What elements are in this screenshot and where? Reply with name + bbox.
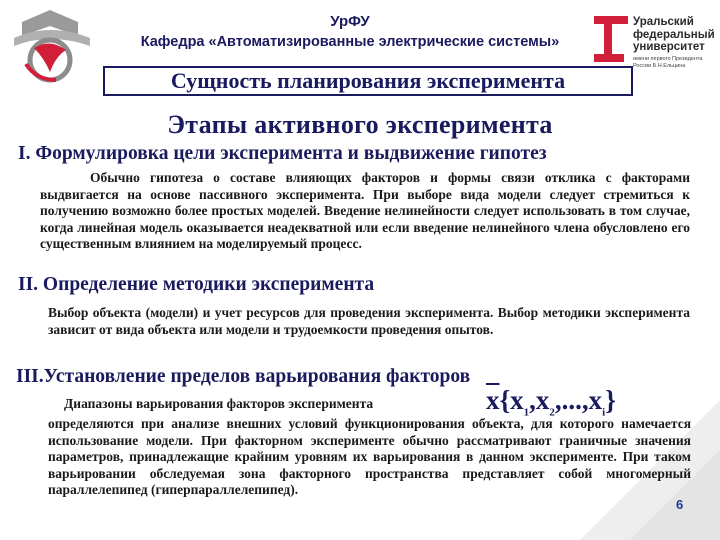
urfu-line-2: федеральный (633, 28, 715, 41)
department-logo (6, 8, 98, 86)
header-text (100, 12, 600, 52)
formula-dots: ,..., (554, 385, 589, 415)
section-2-text: Выбор объекта (модели) и учет ресурсов для проведения эксперимента. Выбор методики эксперимента зависит от вида объекта или модели и трудоемкости проведения опытов. (48, 305, 690, 337)
header-department: Кафедра «Автоматизированные электрические системы» (140, 34, 560, 50)
section-3-lead: Диапазоны варьирования факторов эксперимента (64, 396, 374, 411)
page-number: 6 (676, 497, 684, 512)
formula-close: } (605, 385, 616, 415)
urfu-subtitle-2: России Б.Н.Ельцина (633, 62, 686, 69)
urfu-wordmark (633, 16, 715, 70)
slide-title: Сущность планирования эксперимента (170, 68, 566, 93)
formula-var: $\overline{x}$ (486, 385, 500, 415)
formula-xn: x (588, 385, 603, 415)
formula-s2: 2 (549, 406, 555, 419)
urfu-line-3: университет (633, 41, 705, 53)
header-org-abbrev: УрФУ (330, 13, 370, 30)
section-1-heading: I. Формулировка цели эксперимента и выдвижение гипотез (18, 143, 547, 164)
slide-title-box (103, 66, 633, 96)
factor-range-formula: $\overline{x}\{x_1,x_2,...,x_i\}$ (486, 385, 616, 419)
formula-s1: 1 (523, 406, 530, 419)
urfu-line-1: Уральский (633, 16, 694, 28)
section-3-heading: III.Установление пределов варьирования факторов (16, 366, 471, 387)
urfu-subtitle-1: имени первого Президента (633, 55, 703, 62)
stages-heading: Этапы активного эксперимента (167, 110, 553, 139)
formula-open: { (499, 385, 511, 415)
section-2-heading: II. Определение методики эксперимента (18, 274, 375, 295)
formula-x1: x (510, 385, 524, 415)
formula-sn: i (602, 406, 606, 419)
formula-x2: x (535, 385, 550, 415)
section-1-text: Обычно гипотеза о составе влияющих факторов и формы связи отклика с факторами выдвигается на основе пассивного эксперимента. При выборе вида модели следует стремиться к получению возможно более простых моделей. Введение нелинейности следует использовать в том случае, когда линейная модель оказывается неадекватной или если введение нелинейного члена обусловлено его существенным влиянием на моделируемый процесс. (40, 170, 690, 251)
section-3-text: определяются при анализе внешних условий функционирования объекта, для которого намечается использование модели. При факторном эксперименте обычно рассматривают граничные значения параметров, принадлежащие крайним уровням их варьирования в данном эксперименте. При таком варьировании обследуемая зона факторного пространства представляет собой многомерный параллелепипед (гиперпараллелепипед). (48, 416, 691, 497)
